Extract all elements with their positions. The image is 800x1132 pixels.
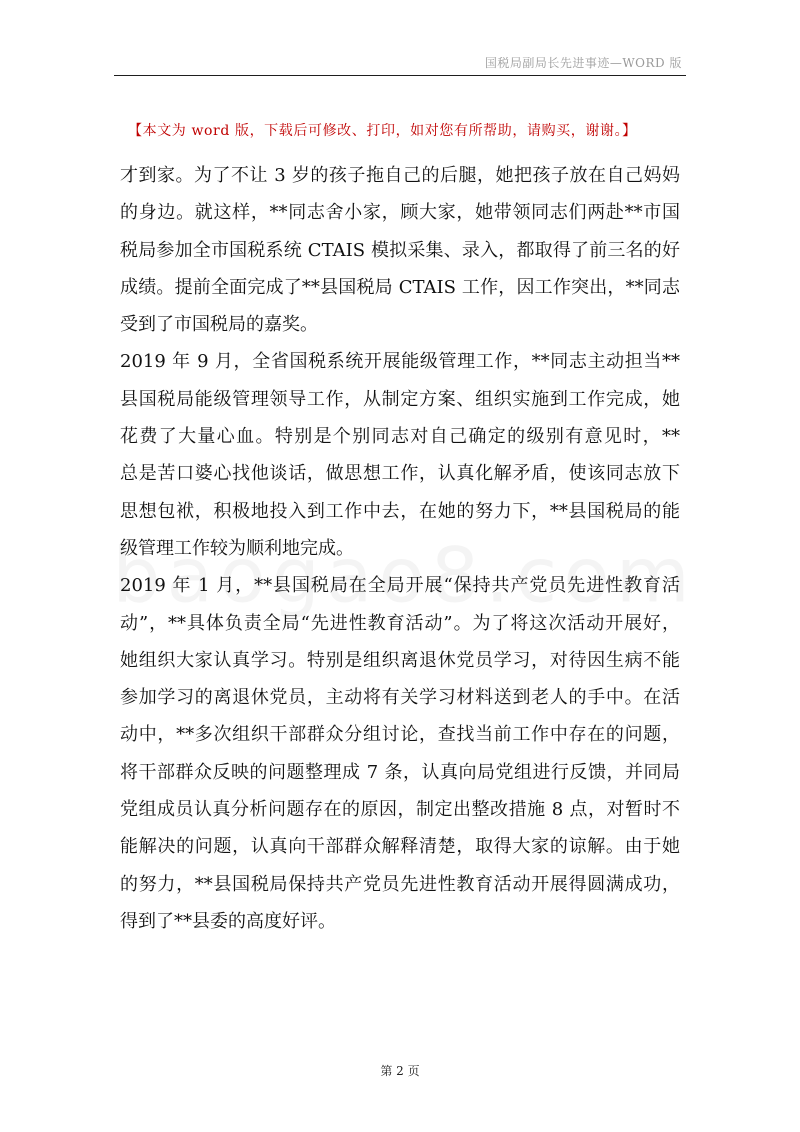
text-line: 县国税局能级管理领导工作，从制定方案、组织实施到工作完成，她 xyxy=(120,388,680,410)
running-header-title: 国税局副局长先进事迹—WORD 版 xyxy=(484,56,682,70)
text-line: 将干部群众反映的问题整理成 7 条，认真向局党组进行反馈，并同局 xyxy=(120,761,680,783)
text-line: 的努力，**县国税局保持共产党员先进性教育活动开展得圆满成功， xyxy=(120,873,680,895)
text-line: 税局参加全市国税系统 CTAIS 模拟采集、录入，都取得了前三名的好 xyxy=(120,239,680,261)
paragraph-end-line: 得到了**县委的高度好评。 xyxy=(120,910,336,932)
text-line: 2019 年 1 月，**县国税局在全局开展“保持共产党员先进性教育活 xyxy=(120,575,680,597)
text-line: 花费了大量心血。特别是个别同志对自己确定的级别有意见时，** xyxy=(120,426,680,448)
text-line: 的身边。就这样，**同志舍小家，顾大家，她带领同志们两赴**市国 xyxy=(120,202,680,224)
download-notice: 【本文为 word 版，下载后可修改、打印，如对您有所帮助，请购买，谢谢。】 xyxy=(128,123,637,139)
text-line: 才到家。为了不让 3 岁的孩子拖自己的后腿，她把孩子放在自己妈妈 xyxy=(120,165,680,186)
text-line: 党组成员认真分析问题存在的原因，制定出整改措施 8 点，对暂时不 xyxy=(120,799,680,821)
paragraph-end-line: 级管理工作较为顺利地完成。 xyxy=(120,537,354,559)
text-line: 思想包袱，积极地投入到工作中去，在她的努力下，**县国税局的能 xyxy=(120,500,680,522)
text-line: 参加学习的离退休党员，主动将有关学习材料送到老人的手中。在活 xyxy=(120,687,680,709)
text-line: 成绩。提前全面完成了**县国税局 CTAIS 工作，因工作突出，**同志 xyxy=(120,276,680,298)
text-line: 2019 年 9 月，全省国税系统开展能级管理工作，**同志主动担当** xyxy=(120,351,680,373)
page-number: 第 2 页 xyxy=(380,1064,420,1078)
header-divider xyxy=(114,75,686,76)
text-line: 她组织大家认真学习。特别是组织离退休党员学习，对待因生病不能 xyxy=(120,649,680,671)
text-line: 动”，**具体负责全局“先进性教育活动”。为了将这次活动开展好， xyxy=(120,612,680,634)
paragraph-end-line: 受到了市国税局的嘉奖。 xyxy=(120,314,318,336)
text-line: 动中，**多次组织干部群众分组讨论，查找当前工作中存在的问题， xyxy=(120,724,680,746)
text-line: 总是苦口婆心找他谈话，做思想工作，认真化解矛盾，使该同志放下 xyxy=(120,463,680,485)
document-body xyxy=(120,157,680,940)
text-line: 能解决的问题，认真向干部群众解释清楚，取得大家的谅解。由于她 xyxy=(120,836,680,858)
